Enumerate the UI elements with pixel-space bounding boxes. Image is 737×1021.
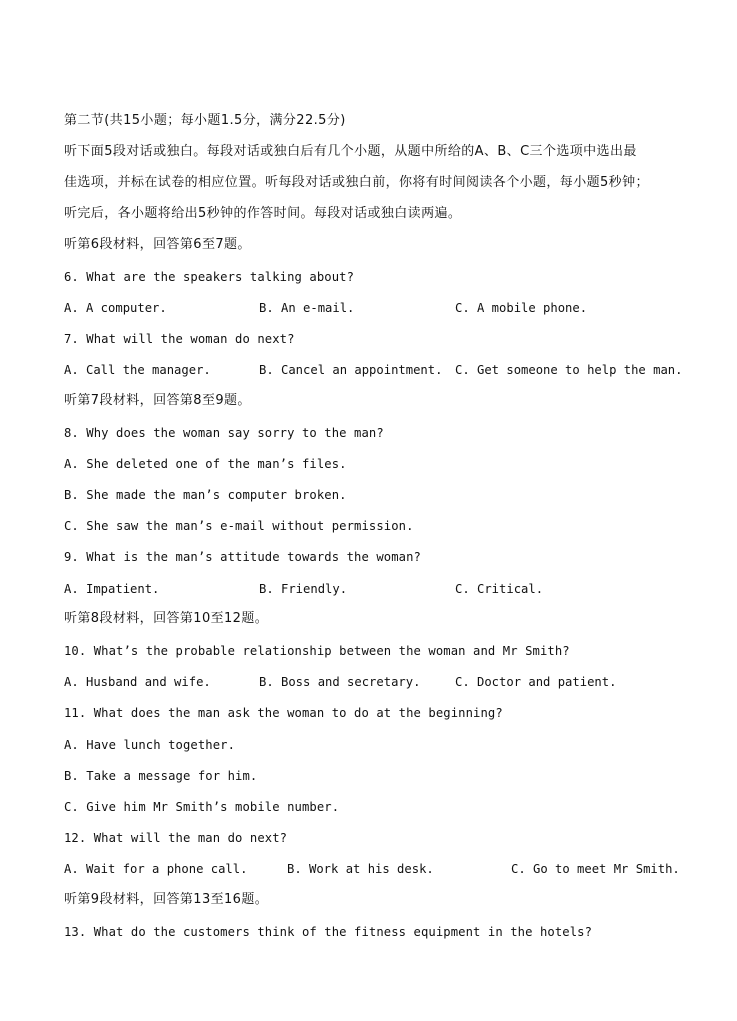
option-b: B. Cancel an appointment.: [259, 363, 443, 377]
question-stem: 6. What are the speakers talking about?: [64, 270, 355, 284]
option-c: C. Critical.: [455, 582, 544, 596]
option-b: B. She made the man’s computer broken.: [64, 488, 347, 502]
group-heading: 听第8段材料，回答第10至12题。: [64, 611, 269, 626]
option-c: C. She saw the man’s e-mail without permission.: [64, 519, 414, 533]
option-a: A. Have lunch together.: [64, 738, 236, 752]
question-stem: 12. What will the man do next?: [64, 831, 288, 845]
question-stem: 7. What will the woman do next?: [64, 332, 295, 346]
option-a: A. She deleted one of the man’s files.: [64, 457, 347, 471]
option-b: B. Friendly.: [259, 582, 348, 596]
group-heading: 听第6段材料，回答第6至7题。: [64, 237, 251, 252]
group-heading: 听第9段材料，回答第13至16题。: [64, 892, 269, 907]
instruction-line: 佳选项，并标在试卷的相应位置。听每段对话或独白前，你将有时间阅读各个小题，每小题5秒钟；: [64, 175, 649, 190]
question-stem: 11. What does the man ask the woman to do at the beginning?: [64, 706, 503, 720]
option-c: C. Go to meet Mr Smith.: [511, 862, 680, 876]
instruction-line: 听下面5段对话或独白。每段对话或独白后有几个小题，从题中所给的A、B、C三个选项中选出最: [64, 144, 637, 159]
option-a: A. Husband and wife.: [64, 675, 211, 689]
option-c: C. Get someone to help the man.: [455, 363, 683, 377]
option-c: C. Give him Mr Smith’s mobile number.: [64, 800, 340, 814]
option-b: B. Work at his desk.: [287, 862, 434, 876]
section-title: 第二节(共15小题；每小题1.5分，满分22.5分): [64, 113, 346, 128]
option-a: A. Impatient.: [64, 582, 160, 596]
group-heading: 听第7段材料，回答第8至9题。: [64, 393, 251, 408]
option-c: C. Doctor and patient.: [455, 675, 617, 689]
question-stem: 13. What do the customers think of the fitness equipment in the hotels?: [64, 925, 593, 939]
option-b: B. Boss and secretary.: [259, 675, 421, 689]
option-b: B. Take a message for him.: [64, 769, 258, 783]
instruction-line: 听完后，各小题将给出5秒钟的作答时间。每段对话或独白读两遍。: [64, 206, 462, 221]
question-stem: 9. What is the man’s attitude towards the woman?: [64, 550, 421, 564]
option-c: C. A mobile phone.: [455, 301, 588, 315]
option-a: A. Wait for a phone call.: [64, 862, 248, 876]
option-b: B. An e-mail.: [259, 301, 355, 315]
question-stem: 8. Why does the woman say sorry to the man?: [64, 426, 384, 440]
question-stem: 10. What’s the probable relationship between the woman and Mr Smith?: [64, 644, 570, 658]
option-a: A. A computer.: [64, 301, 167, 315]
option-a: A. Call the manager.: [64, 363, 211, 377]
